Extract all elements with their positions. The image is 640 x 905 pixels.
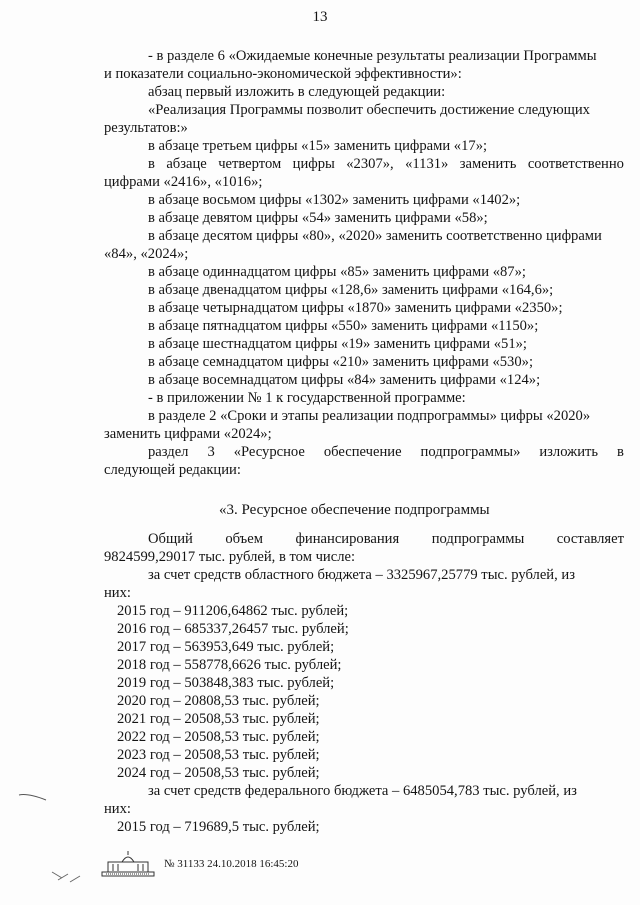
year-amount-line: 2019 год – 503848,383 тыс. рублей; <box>117 675 335 691</box>
word: «1131» <box>405 156 449 172</box>
year-amount-line: 2018 год – 558778,6626 тыс. рублей; <box>117 657 342 673</box>
document-line: - в приложении № 1 к государственной программе: <box>148 390 466 406</box>
federal-years-list <box>104 818 624 836</box>
word: 3 <box>207 444 215 460</box>
word: абзаце <box>166 156 207 172</box>
funding-total-amount: 9824599,29017 тыс. рублей, в том числе: <box>104 549 356 565</box>
regional-budget-tail: них: <box>104 585 131 601</box>
year-amount-line: 2015 год – 911206,64862 тыс. рублей; <box>117 603 349 619</box>
document-body <box>104 47 624 836</box>
document-line <box>104 443 624 461</box>
word: составляет <box>556 531 624 547</box>
federal-budget-line: за счет средств федерального бюджета – 6485054,783 тыс. рублей, из <box>148 783 577 799</box>
document-line: «Реализация Программы позволит обеспечить достижение следующих <box>148 102 590 118</box>
scan-mark <box>50 868 90 888</box>
year-amount-line: 2016 год – 685337,26457 тыс. рублей; <box>117 621 349 637</box>
word: соответственно <box>527 156 624 172</box>
word: «2307», <box>346 156 394 172</box>
word: «Ресурсное <box>233 444 305 460</box>
document-line: в абзаце восьмом цифры «1302» заменить цифрами «1402»; <box>148 192 521 208</box>
year-amount-line: 2023 год – 20508,53 тыс. рублей; <box>117 747 320 763</box>
funding-total-line <box>104 530 624 548</box>
amendments-list <box>104 47 624 479</box>
building-emblem-icon <box>100 850 156 878</box>
document-line: и показатели социально-экономической эффективности»: <box>104 66 462 82</box>
word: финансирования <box>295 531 400 547</box>
word: изложить <box>539 444 599 460</box>
word: заменить <box>459 156 517 172</box>
registration-stamp: № 31133 24.10.2018 16:45:20 <box>164 858 299 870</box>
scan-mark <box>18 792 48 802</box>
document-line: в разделе 2 «Сроки и этапы реализации подпрограммы» цифры «2020» <box>148 408 591 424</box>
document-line: в абзаце девятом цифры «54» заменить цифрами «58»; <box>148 210 488 226</box>
document-line: - в разделе 6 «Ожидаемые конечные результаты реализации Программы <box>148 48 597 64</box>
word: в <box>148 156 155 172</box>
document-line: в абзаце одиннадцатом цифры «85» заменить цифрами «87»; <box>148 264 526 280</box>
document-line: результатов:» <box>104 120 188 136</box>
document-line <box>104 155 624 173</box>
word: в <box>617 444 624 460</box>
word: Общий <box>148 531 193 547</box>
federal-budget-tail: них: <box>104 801 131 817</box>
document-line: в абзаце восемнадцатом цифры «84» заменить цифрами «124»; <box>148 372 541 388</box>
document-line: заменить цифрами «2024»; <box>104 426 272 442</box>
registration-footer <box>100 850 298 878</box>
year-amount-line: 2024 год – 20508,53 тыс. рублей; <box>117 765 320 781</box>
year-amount-line: 2015 год – 719689,5 тыс. рублей; <box>117 819 320 835</box>
year-amount-line: 2017 год – 563953,649 тыс. рублей; <box>117 639 335 655</box>
document-line: «84», «2024»; <box>104 246 189 262</box>
document-line: в абзаце десятом цифры «80», «2020» заменить соответственно цифрами <box>148 228 602 244</box>
page-number: 13 <box>312 9 328 25</box>
document-line: абзац первый изложить в следующей редакции: <box>148 84 446 100</box>
word: подпрограммы <box>431 531 525 547</box>
document-line: следующей редакции: <box>104 462 241 478</box>
year-amount-line: 2022 год – 20508,53 тыс. рублей; <box>117 729 320 745</box>
document-line: в абзаце семнадцатом цифры «210» заменить цифрами «530»; <box>148 354 533 370</box>
word: раздел <box>148 444 189 460</box>
word: четвертом <box>218 156 282 172</box>
regional-years-list <box>104 602 624 782</box>
document-line: цифрами «2416», «1016»; <box>104 174 263 190</box>
year-amount-line: 2021 год – 20508,53 тыс. рублей; <box>117 711 320 727</box>
document-line: в абзаце шестнадцатом цифры «19» заменить цифрами «51»; <box>148 336 527 352</box>
document-line: в абзаце пятнадцатом цифры «550» заменить цифрами «1150»; <box>148 318 539 334</box>
document-line: в абзаце четырнадцатом цифры «1870» заменить цифрами «2350»; <box>148 300 563 316</box>
regional-budget-text: за счет средств областного бюджета – 3325967,25779 тыс. рублей, из <box>148 567 575 583</box>
regional-budget-line <box>104 566 624 584</box>
year-amount-line: 2020 год – 20808,53 тыс. рублей; <box>117 693 320 709</box>
word: объем <box>225 531 263 547</box>
document-line: в абзаце третьем цифры «15» заменить цифрами «17»; <box>148 138 488 154</box>
document-line: в абзаце двенадцатом цифры «128,6» заменить цифрами «164,6»; <box>148 282 554 298</box>
word: цифры <box>292 156 335 172</box>
word: обеспечение <box>323 444 402 460</box>
section-heading: «3. Ресурсное обеспечение подпрограммы <box>219 502 490 518</box>
word: подпрограммы» <box>420 444 521 460</box>
